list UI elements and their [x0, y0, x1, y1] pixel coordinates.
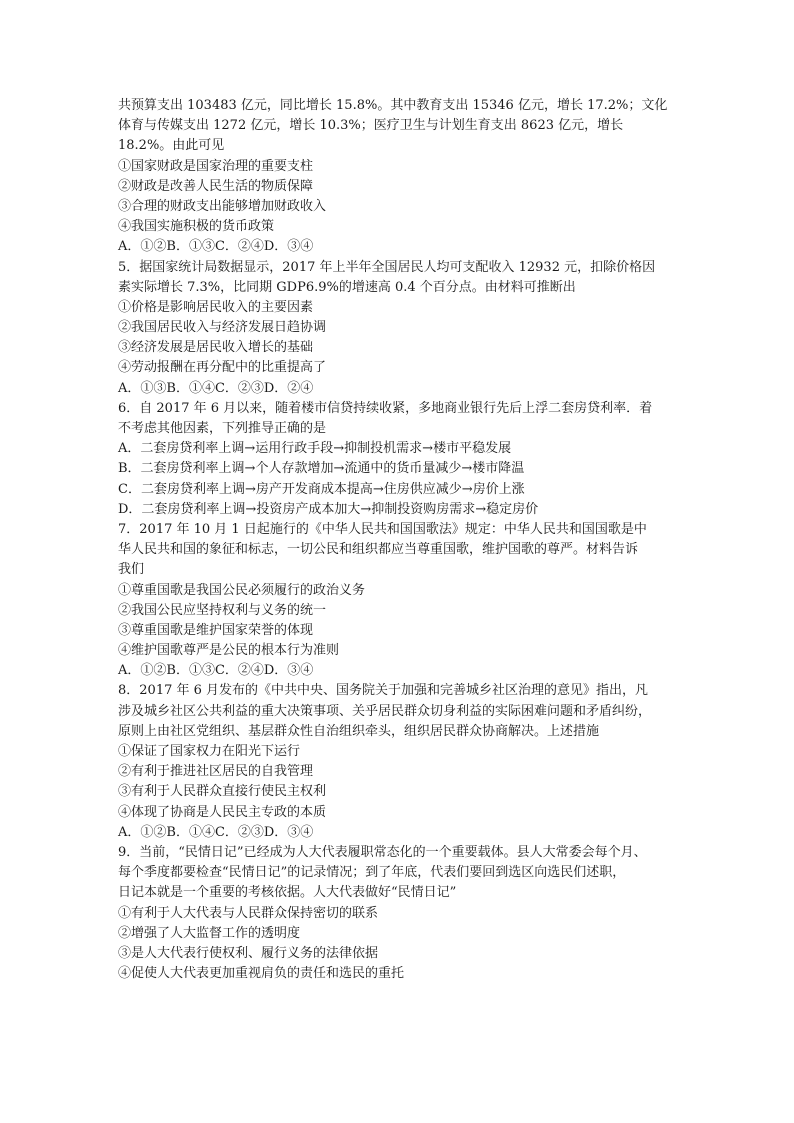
text-line: ①国家财政是国家治理的重要支柱	[118, 158, 314, 174]
text-line: B．二套房贷利率上调→个人存款增加→流通中的货币量减少→楼市降温	[118, 461, 525, 477]
text-line: ①保证了国家权力在阳光下运行	[118, 744, 301, 759]
text-line: ③是人大代表行使权利、履行义务的法律依据	[118, 945, 379, 961]
text-line: ①价格是影响居民收入的主要因素	[118, 299, 314, 315]
text-line: ④劳动报酬在再分配中的比重提高了	[118, 360, 327, 376]
text-line: 原则上由社区党组织、基层群众性自治组织牵头，组织居民群众协商解决。上述措施	[118, 723, 600, 739]
text-line: A．①②B．①③C．②④D．③④	[118, 663, 314, 679]
text-line: ③经济发展是居民收入增长的基础	[118, 340, 314, 356]
text-line: 6．自 2017 年 6 月以来，随着楼市信贷持续收紧，多地商业银行先后上浮二套房贷利率．着	[118, 400, 653, 416]
text-line: ③合理的财政支出能够增加财政收入	[118, 198, 327, 214]
text-line: ①尊重国歌是我国公民必须履行的政治义务	[118, 582, 366, 598]
text-line: ②财政是改善人民生活的物质保障	[118, 178, 314, 194]
text-line: ④维护国歌尊严是公民的根本行为准则	[118, 643, 340, 659]
text-line: 8．2017 年 6 月发布的《中共中央、国务院关于加强和完善城乡社区治理的意见》指出，凡	[118, 683, 649, 699]
text-line: 素实际增长 7.3%，比同期 GDP6.9%的增速高 0.4 个百分点。由材料可推断出	[118, 279, 576, 295]
text-line: 9．当前，“民情日记”已经成为人大代表履职常态化的一个重要载体。县人大常委会每个月、	[118, 844, 647, 860]
text-line: ③尊重国歌是维护国家荣誉的体现	[118, 622, 314, 638]
document-body	[118, 96, 684, 984]
text-line: 华人民共和国的象征和标志，一切公民和组织都应当尊重国歌，维护国歌的尊严。材料告诉	[118, 542, 639, 558]
text-line: ①有利于人大代表与人民群众保持密切的联系	[118, 905, 379, 921]
text-line: ②我国居民收入与经济发展日趋协调	[118, 320, 327, 336]
text-line: 日记本就是一个重要的考核依据。人大代表做好“民情日记”	[118, 885, 457, 901]
text-line: ④体现了协商是人民民主专政的本质	[118, 804, 327, 820]
text-line: 体育与传媒支出 1272 亿元，增长 10.3%；医疗卫生与计划生育支出 8623 亿元，增长	[118, 118, 624, 134]
text-line: ④我国实施积极的货币政策	[118, 219, 275, 235]
text-line: D．二套房贷利率上调→投资房产成本加大→抑制投资购房需求→稳定房价	[118, 501, 539, 517]
text-line: A．①③B．①④C．②③D．②④	[118, 380, 314, 396]
text-line: 5．据国家统计局数据显示，2017 年上半年全国居民人均可支配收入 12932 元，扣除价格因	[118, 259, 656, 275]
text-line: 共预算支出 103483 亿元，同比增长 15.8%。其中教育支出 15346 亿元，增长 17.2%；文化	[118, 98, 668, 113]
text-line: C．二套房贷利率上调→房产开发商成本提高→住房供应减少→房价上涨	[118, 481, 525, 497]
text-line: ②我国公民应坚持权利与义务的统一	[118, 602, 327, 618]
text-line: 每个季度都要检查“民情日记”的记录情况；到了年底，代表们要回到选区向选民们述职，	[118, 865, 626, 881]
text-line: A．①②B．①④C．②③D．③④	[118, 824, 314, 840]
text-line: ②有利于推进社区居民的自我管理	[118, 764, 314, 780]
text-line: A．二套房贷利率上调→运用行政手段→抑制投机需求→楼市平稳发展	[118, 441, 512, 457]
text-line: 涉及城乡社区公共利益的重大决策事项、关乎居民群众切身利益的实际困难问题和矛盾纠纷，	[118, 703, 652, 719]
text-line: A．①②B．①③C．②④D．③④	[118, 239, 314, 255]
text-line: ③有利于人民群众直接行使民主权利	[118, 784, 327, 800]
text-line: ④促使人大代表更加重视肩负的责任和选民的重托	[118, 966, 405, 982]
text-line: 我们	[118, 562, 145, 578]
text-line: ②增强了人大监督工作的透明度	[118, 925, 301, 941]
text-line: 7．2017 年 10 月 1 日起施行的《中华人民共和国国歌法》规定：中华人民共和国国歌是中	[118, 521, 647, 537]
text-line: 不考虑其他因素，下列推导正确的是	[118, 421, 327, 436]
text-line: 18.2%。由此可见	[118, 138, 225, 154]
